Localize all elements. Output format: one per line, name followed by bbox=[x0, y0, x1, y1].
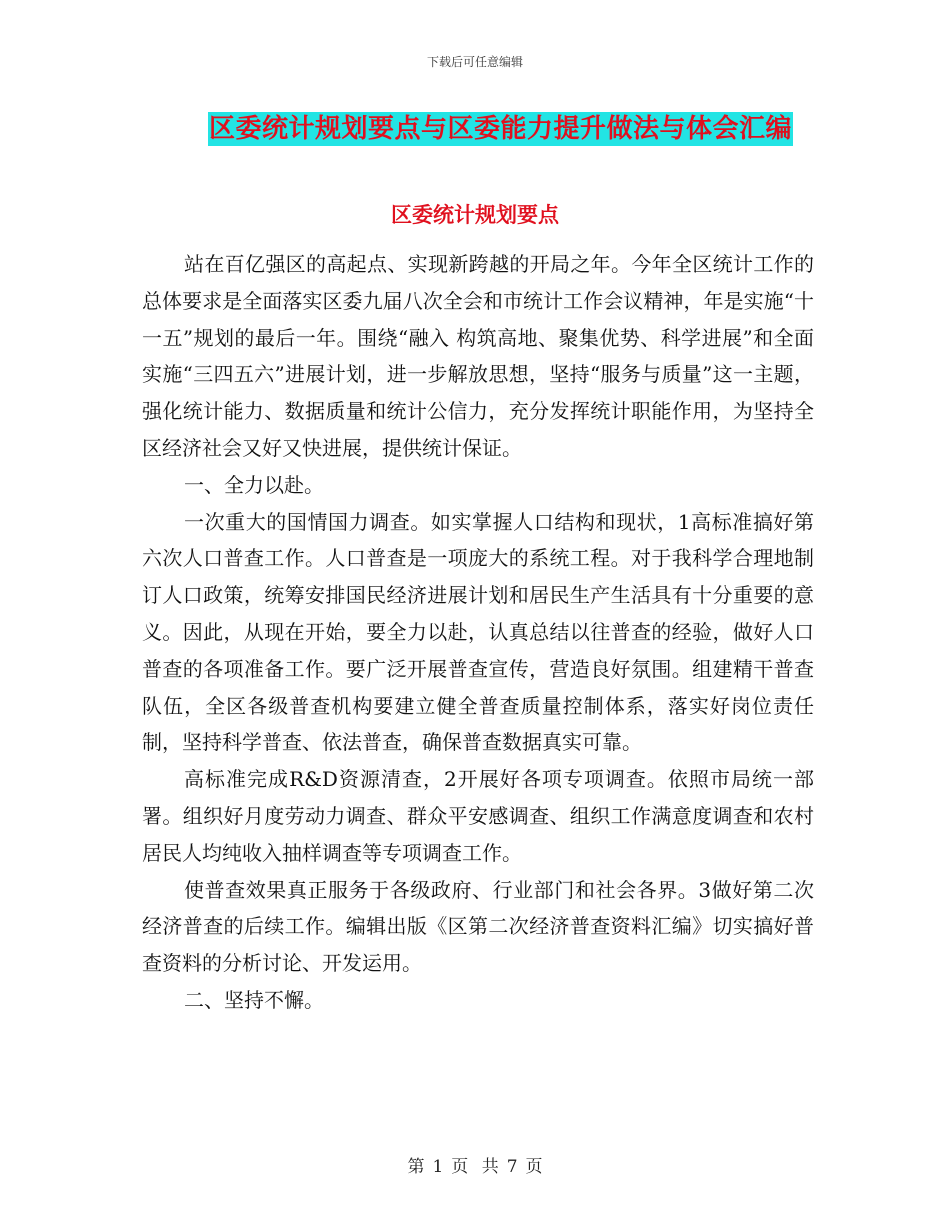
paragraph-intro: 站在百亿强区的高起点、实现新跨越的开局之年。今年全区统计工作的总体要求是全面落实区委九届八次全会和市统计工作会议精神，年是实施“十一五”规划的最后一年。围绕“融入 构筑高地、聚集优势、科学进展”和全面实施“三四五六”进展计划，进一步解放思想，坚持“服务与质量”这一主题，强化统计能力、数据质量和统计公信力，充分发挥统计职能作用，为坚持全区经济社会又好又快进展，提供统计保证。 bbox=[142, 252, 814, 460]
page-footer bbox=[0, 1152, 950, 1177]
document-body bbox=[142, 246, 814, 1019]
header-note: 下载后可任意编辑 bbox=[426, 55, 523, 69]
main-title-container bbox=[208, 112, 793, 146]
section-title: 区委统计规划要点 bbox=[391, 203, 559, 227]
heading-part-one: 一、全力以赴。 bbox=[184, 472, 324, 497]
footer-total-pages: 7 bbox=[506, 1157, 518, 1177]
paragraph-economic-census: 使普查效果真正服务于各级政府、行业部门和社会各界。3做好第二次经济普查的后续工作。编辑出版《区第二次经济普查资料汇编》切实搞好普查资料的分析讨论、开发运用。 bbox=[142, 877, 814, 976]
footer-middle: 页 共 bbox=[451, 1157, 499, 1177]
footer-prefix: 第 bbox=[407, 1157, 425, 1177]
footer-suffix: 页 bbox=[525, 1157, 543, 1177]
paragraph-census: 一次重大的国情国力调查。如实掌握人口结构和现状，1高标准搞好第六次人口普查工作。人口普查是一项庞大的系统工程。对于我科学合理地制订人口政策，统筹安排国民经济进展计划和居民生产生活具有十分重要的意义。因此，从现在开始，要全力以赴，认真总结以往普查的经验，做好人口普查的各项准备工作。要广泛开展普查宣传，营造良好氛围。组建精干普查队伍，全区各级普查机构要建立健全普查质量控制体系，落实好岗位责任制，坚持科学普查、依法普查，确保普查数据真实可靠。 bbox=[142, 509, 814, 755]
footer-page-number: 1 bbox=[432, 1157, 444, 1177]
heading-part-two: 二、坚持不懈。 bbox=[184, 987, 324, 1012]
paragraph-surveys: 高标准完成R&D资源清查，2开展好各项专项调查。依照市局统一部署。组织好月度劳动力调查、群众平安感调查、组织工作满意度调查和农村居民人均纯收入抽样调查等专项调查工作。 bbox=[142, 767, 814, 865]
main-title: 区委统计规划要点与区委能力提升做法与体会汇编 bbox=[209, 114, 793, 144]
